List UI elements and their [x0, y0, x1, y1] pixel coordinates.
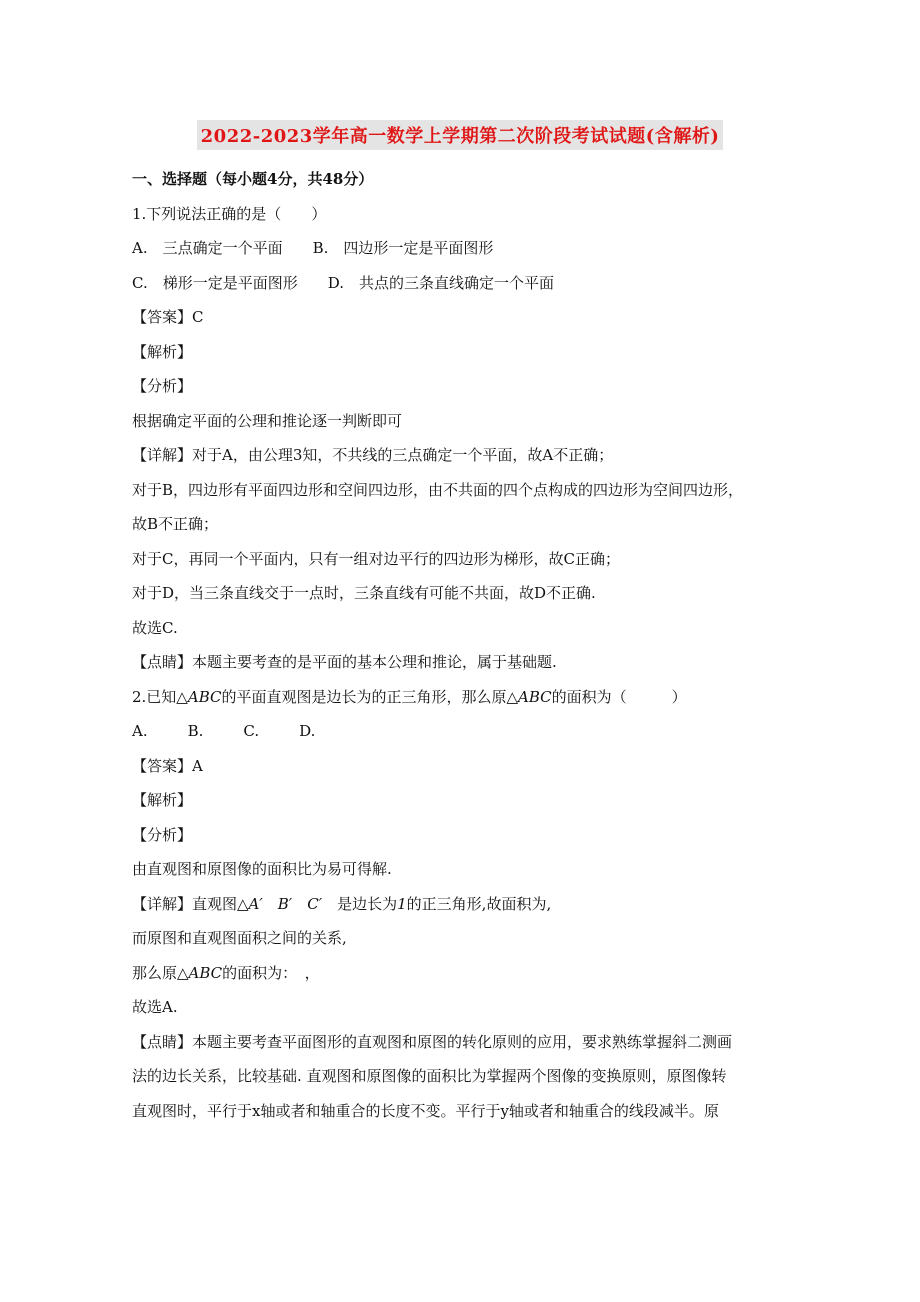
q2-detail-2: 而原图和直观图面积之间的关系,	[132, 929, 347, 947]
q2-stem-part-a: 2.已知△	[132, 687, 188, 706]
q1-fenxi-text: 根据确定平面的公理和推论逐一判断即可	[132, 411, 403, 430]
title-row	[0, 120, 920, 150]
q2-stem	[132, 680, 792, 715]
section-heading: 一、选择题（每小题4分，共48分）	[132, 170, 374, 188]
q2-detail-3	[132, 956, 792, 991]
q1-options-cd	[132, 266, 792, 301]
q2-detail-1-triangle: A′ B′ C′	[248, 894, 323, 913]
q2-detail-1-part-b: 是边长为	[322, 894, 398, 913]
q1-detail-3: 对于C，再同一个平面内，只有一组对边平行的四边形为梯形，故C正确；	[132, 549, 620, 568]
q1-option-d: D. 共点的三条直线确定一个平面	[327, 273, 554, 292]
q2-option-a: A.	[132, 722, 148, 740]
q2-fenxi-text: 由直观图和原图像的面积比为易可得解.	[132, 860, 392, 878]
q2-stem-abc-1: ABC	[187, 687, 222, 706]
q2-stem-abc-2: ABC	[518, 687, 552, 706]
document-body	[132, 162, 792, 1128]
q2-option-d: D.	[299, 722, 316, 740]
q2-comment-3: 直观图时，平行于x轴或者和轴重合的长度不变。平行于y轴或者和轴重合的线段减半。原	[132, 1101, 719, 1120]
q1-answer: 【答案】C	[132, 308, 204, 326]
q1-choose: 故选C.	[132, 618, 178, 637]
q1-detail-2a: 对于B，四边形有平面四边形和空间四边形，由不共面的四个点构成的四边形为空间四边形，	[132, 480, 744, 499]
q2-options	[132, 714, 792, 749]
q1-fenxi: 【分析】	[132, 377, 193, 395]
q2-jiexi: 【解析】	[132, 791, 193, 809]
page-title: 2022-2023学年高一数学上学期第二次阶段考试试题(含解析)	[197, 120, 724, 150]
q2-stem-part-b: 的平面直观图是边长为的正三角形，那么原△	[221, 687, 519, 706]
q2-detail-3-part-b: 的面积为： ，	[222, 963, 320, 982]
q2-fenxi: 【分析】	[132, 825, 193, 844]
q1-option-c: C. 梯形一定是平面图形	[132, 273, 298, 292]
q2-comment-1: 【点睛】本题主要考查平面图形的直观图和原图的转化原则的应用，要求熟练掌握斜二测画	[132, 1032, 733, 1051]
q2-stem-part-c: 的面积为（ ）	[551, 687, 687, 706]
q1-option-b: B. 四边形一定是平面图形	[312, 239, 494, 257]
q1-option-a: A. 三点确定一个平面	[132, 239, 283, 257]
q2-answer: 【答案】A	[132, 756, 203, 775]
q1-detail-4: 对于D，当三条直线交于一点时，三条直线有可能不共面，故D不正确.	[132, 584, 596, 602]
q2-option-c: C.	[243, 722, 260, 740]
q2-option-b: B.	[187, 722, 204, 740]
q2-detail-1	[132, 887, 792, 922]
q1-jiexi: 【解析】	[132, 342, 193, 361]
q2-comment-2: 法的边长关系，比较基础. 直观图和原图像的面积比为掌握两个图像的变换原则，原图像转	[132, 1067, 727, 1085]
q1-options-ab	[132, 231, 792, 266]
q2-detail-1-part-a: 【详解】直观图△	[132, 894, 249, 913]
q1-detail-1: 【详解】对于A，由公理3知，不共线的三点确定一个平面，故A不正确；	[132, 446, 614, 464]
q2-detail-1-part-c: 的正三角形,故面积为,	[406, 894, 552, 913]
q2-choose: 故选A.	[132, 998, 178, 1016]
q2-detail-3-part-a: 那么原△	[132, 963, 189, 982]
q2-detail-3-abc: ABC	[188, 963, 223, 982]
q1-stem: 1.下列说法正确的是（ ）	[132, 204, 327, 223]
q2-detail-1-one: 1	[397, 894, 407, 913]
q1-comment: 【点睛】本题主要考查的是平面的基本公理和推论，属于基础题.	[132, 653, 557, 671]
q1-detail-2b: 故B不正确；	[132, 515, 219, 533]
